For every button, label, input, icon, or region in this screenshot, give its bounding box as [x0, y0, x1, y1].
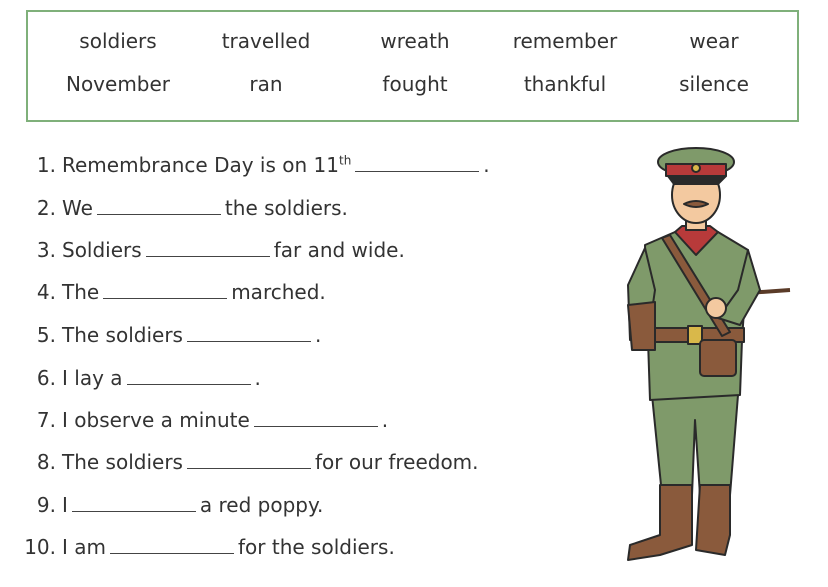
word-bank-word: travelled — [221, 29, 311, 53]
question-7 — [0, 406, 388, 434]
answer-blank[interactable] — [110, 533, 234, 554]
question-1 — [0, 151, 490, 179]
question-number: 5. — [36, 323, 56, 347]
question-text-before: The — [62, 280, 100, 304]
question-text-after: for the soldiers. — [238, 535, 395, 559]
question-number: 6. — [36, 366, 56, 390]
right-boot — [696, 485, 730, 555]
question-number: 3. — [36, 238, 56, 262]
word-bank-word: November — [65, 72, 171, 96]
question-text-after: . — [254, 366, 261, 390]
question-text-before: I lay a — [62, 366, 123, 390]
question-2 — [0, 194, 348, 222]
question-5 — [0, 321, 321, 349]
question-text-after: . — [483, 153, 490, 177]
question-number: 7. — [36, 408, 56, 432]
word-bank-word: remember — [512, 29, 618, 53]
question-text-before: Remembrance Day is on 11 — [62, 153, 339, 177]
word-bank-word: soldiers — [79, 29, 157, 53]
question-text-after: a red poppy. — [199, 493, 324, 517]
question-text-before: The soldiers — [62, 323, 183, 347]
question-text-before: I am — [62, 535, 106, 559]
question-text-after: the soldiers. — [224, 196, 348, 220]
answer-blank[interactable] — [103, 278, 227, 299]
hand — [706, 298, 726, 318]
moustache — [684, 201, 708, 207]
question-text-after: for our freedom. — [314, 450, 479, 474]
question-text-after: far and wide. — [273, 238, 405, 262]
answer-blank[interactable] — [146, 236, 270, 257]
answer-blank[interactable] — [72, 491, 196, 512]
question-number: 8. — [36, 450, 56, 474]
question-number: 1. — [36, 153, 56, 177]
answer-blank[interactable] — [97, 194, 221, 215]
cap-badge — [692, 164, 700, 172]
question-superscript: th — [338, 153, 352, 168]
answer-blank[interactable] — [187, 321, 311, 342]
answer-blank[interactable] — [127, 364, 251, 385]
word-bank-word: wreath — [380, 29, 450, 53]
question-9 — [0, 491, 323, 519]
word-bank-box — [26, 10, 799, 122]
question-text-before: I observe a minute — [62, 408, 250, 432]
answer-blank[interactable] — [355, 151, 479, 172]
question-number: 9. — [36, 493, 56, 517]
question-text-before: We — [62, 196, 93, 220]
question-text-after: marched. — [231, 280, 326, 304]
answer-blank[interactable] — [187, 448, 311, 469]
question-6 — [0, 364, 261, 392]
question-10 — [0, 533, 395, 561]
question-text-before: I — [62, 493, 68, 517]
word-bank-word: fought — [382, 72, 448, 96]
question-text-after: . — [314, 323, 322, 347]
answer-blank[interactable] — [254, 406, 378, 427]
cap-visor — [668, 176, 726, 184]
word-bank-word: ran — [249, 72, 283, 96]
question-number: 10. — [24, 535, 56, 559]
question-4 — [0, 278, 326, 306]
word-bank-word: wear — [689, 29, 739, 53]
left-boot — [628, 485, 692, 560]
trousers — [652, 395, 738, 495]
question-text-before: Soldiers — [62, 238, 142, 262]
question-text-before: The soldiers — [62, 450, 183, 474]
word-bank-word: silence — [679, 72, 749, 96]
question-text-after: . — [381, 408, 389, 432]
word-bank-word: thankful — [523, 72, 607, 96]
question-3 — [0, 236, 405, 264]
question-number: 4. — [36, 280, 56, 304]
question-8 — [0, 448, 479, 476]
question-number: 2. — [36, 196, 56, 220]
soldier-illustration — [600, 140, 800, 580]
holster — [628, 302, 655, 350]
pouch — [700, 340, 736, 376]
